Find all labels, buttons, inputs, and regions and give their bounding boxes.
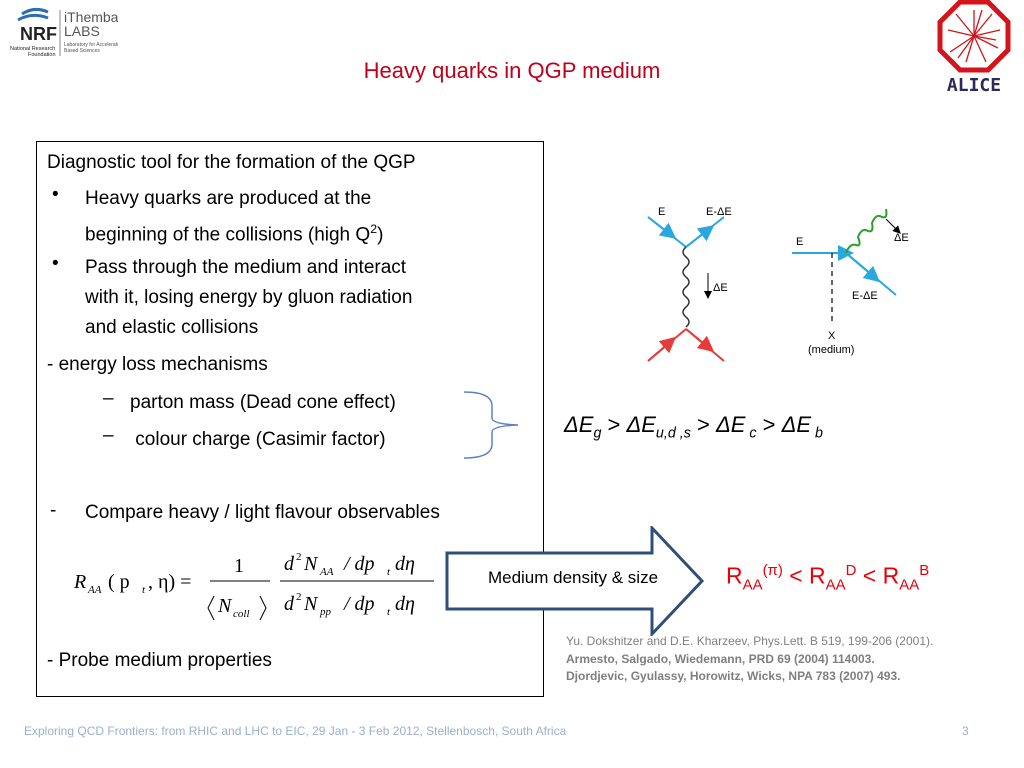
reference-2: Armesto, Salgado, Wiedemann, PRD 69 (2004) 114003. [566, 651, 875, 666]
reference-3: Djordjevic, Gyulassy, Horowitz, Wicks, NPA 783 (2007) 493. [566, 669, 901, 683]
formula-den-rest: / dp [344, 593, 375, 615]
eq1-gt-1: > [601, 412, 627, 437]
nrf-caption-2: Foundation [28, 52, 56, 58]
eq2-r-3-sub: AA [899, 576, 920, 594]
right-brace [462, 390, 526, 460]
eq1-sub-3: c [745, 425, 757, 442]
probe-line: - Probe medium properties [47, 650, 272, 671]
raa-ordering [726, 562, 929, 593]
eq1-gt-2: > [690, 412, 716, 437]
footer-text: Exploring QCD Frontiers: from RHIC and LHC to EIC, 29 Jan - 3 Feb 2012, Stellenbosch, South Africa [24, 724, 567, 738]
eq1-sub-2: u,d ,s [655, 425, 691, 442]
eq2-lt-2: < [856, 562, 883, 589]
references [566, 633, 933, 686]
bullet-1-superscript: 2 [370, 222, 378, 236]
formula-num-sub: AA [320, 566, 334, 578]
bullet-2-line-2: with it, losing energy by gluon radiation [85, 287, 413, 308]
slide-title: Heavy quarks in QGP medium [363, 58, 661, 83]
eq2-r-3-sup: B [919, 562, 930, 579]
formula-den-end: dη [395, 593, 415, 615]
formula-r-sub: AA [88, 584, 102, 596]
eq2-r-2: R [809, 562, 826, 589]
formula-ncoll: N [218, 595, 232, 617]
feynman-left-de: ΔE [713, 282, 728, 294]
feynman-right-x: X [828, 330, 836, 342]
eq2-r-2-sup: D [845, 562, 857, 579]
arrow-label: Medium density & size [487, 568, 659, 587]
nrf-logo-text: NRF [20, 24, 57, 44]
feynman-right-medium: (medium) [808, 344, 855, 356]
bullet-dot-1: • [52, 184, 59, 205]
eq1-delta-e-3: ΔE [715, 412, 746, 437]
formula-num-n: N [304, 553, 318, 575]
eq2-r-1-sup: (π) [762, 562, 783, 579]
bullet-1-text: beginning of the collisions (high Q [85, 224, 371, 246]
bullet-hyphen: - [50, 500, 57, 521]
feynman-diagrams [600, 195, 920, 375]
feynman-right-de: ΔE [894, 232, 909, 244]
formula-r: R [74, 571, 87, 593]
eq1-sub-4: b [811, 425, 823, 442]
bullet-1-line-1: Heavy quarks are produced at the [85, 188, 372, 209]
bullet-dot-2: • [52, 253, 59, 274]
eq2-lt-1: < [782, 562, 810, 589]
eq2-r-2-sub: AA [825, 576, 846, 594]
ithemba-caption-1: Laboratory for Accelerator [64, 42, 118, 48]
formula-den-sup: 2 [296, 591, 302, 603]
nrf-caption-1: National Research [10, 46, 56, 52]
bullet-1-close-paren: ) [377, 224, 384, 246]
eq1-sub-1: g [593, 425, 602, 442]
eq1-delta-e-4: ΔE [781, 412, 812, 437]
formula-den-t: t [387, 606, 391, 618]
bullet-1-line-2 [85, 214, 383, 250]
formula-num-end: dη [395, 553, 415, 575]
formula-num-d: d [284, 553, 294, 575]
feynman-right-e: E [796, 236, 804, 248]
ithemba-caption-2: Based Sciences [64, 48, 100, 54]
reference-1: Yu. Dokshitzer and D.E. Kharzeev, Phys.Lett. B 519, 199-206 (2001). [566, 634, 934, 648]
eq1-delta-e-1: ΔE [564, 412, 594, 437]
feynman-right-e-minus-de: E-ΔE [852, 290, 878, 302]
ithemba-text-2: LABS [64, 23, 100, 39]
energy-loss-hierarchy [564, 412, 823, 441]
page-number: 3 [962, 724, 969, 738]
alice-logo-text: ALICE [946, 75, 1002, 96]
sub-bullet-parton-mass: parton mass (Dead cone effect) [130, 392, 396, 413]
bullet-2-line-1: Pass through the medium and interact [85, 257, 407, 278]
feynman-left-e: E [658, 206, 666, 218]
sub-bullet-colour-charge: colour charge (Casimir factor) [130, 429, 386, 450]
compare-line: Compare heavy / light flavour observables [85, 502, 440, 523]
alice-logo [934, 0, 1014, 100]
ithemba-text-1: iThemba [64, 9, 118, 25]
raa-formula [62, 540, 442, 630]
formula-ncoll-sub: coll [233, 608, 250, 620]
formula-num-rest: / dp [344, 553, 375, 575]
formula-num-sup: 2 [296, 551, 302, 563]
eq1-delta-e-2: ΔE [626, 412, 656, 437]
formula-pt-sub: t [142, 584, 146, 596]
nrf-ithemba-logo [8, 4, 118, 60]
formula-lhs-rest: , η) = [148, 571, 192, 593]
eq2-r-1: R [726, 562, 743, 589]
eq2-r-3: R [882, 562, 900, 589]
diagnostic-line: Diagnostic tool for the formation of the QGP [47, 152, 416, 173]
formula-args: ( p [108, 571, 130, 593]
feynman-left-e-minus-de: E-ΔE [706, 206, 732, 218]
formula-den-d: d [284, 593, 294, 615]
bullet-dash-2: – [103, 425, 114, 446]
eq1-gt-3: > [756, 412, 782, 437]
formula-den-sub: pp [320, 606, 331, 618]
energy-loss-heading: - energy loss mechanisms [47, 354, 268, 375]
formula-den-n: N [304, 593, 318, 615]
formula-num-t: t [387, 566, 391, 578]
bullet-dash-1: – [103, 388, 114, 409]
eq2-r-1-sub: AA [742, 576, 763, 594]
bullet-2-line-3: and elastic collisions [85, 317, 259, 338]
formula-one: 1 [234, 555, 244, 577]
